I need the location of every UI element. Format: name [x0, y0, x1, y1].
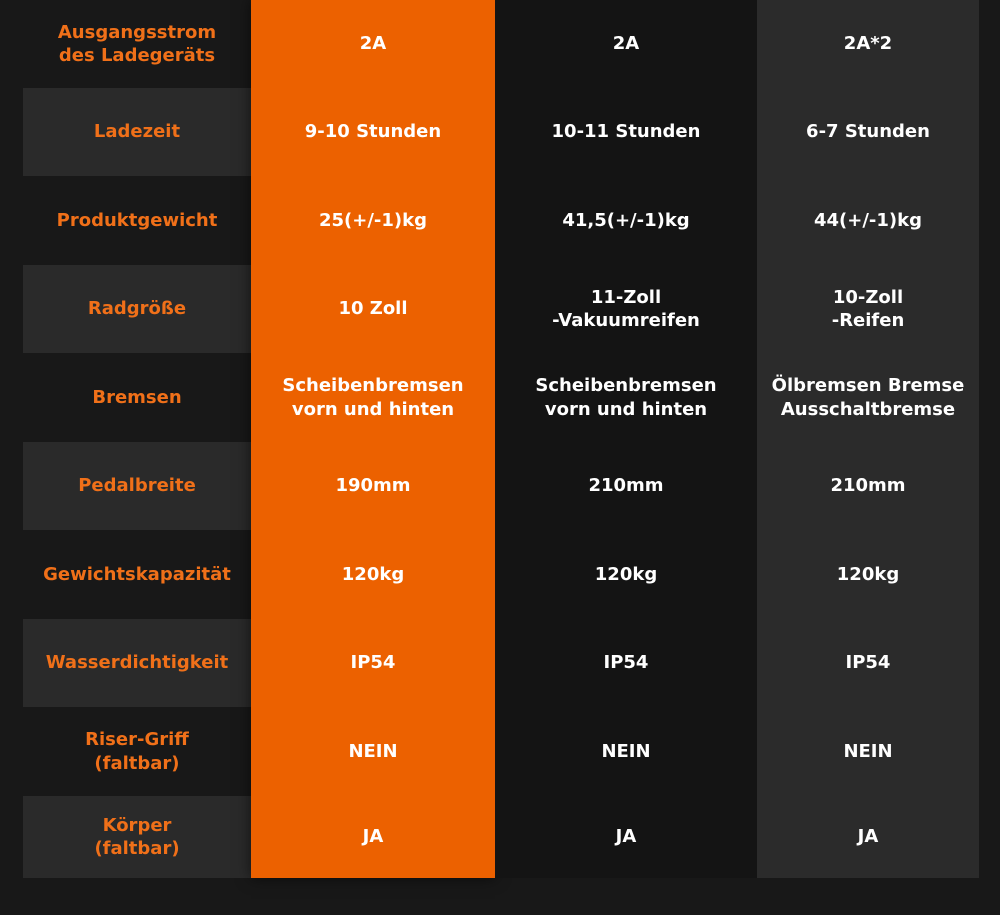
cell-value: 25(+/-1)kg [318, 209, 427, 231]
row-label-product-weight: Produktgewicht [56, 209, 218, 231]
cell-value: Scheibenbremsen vorn und hinten [282, 375, 464, 420]
cell-value: 11-Zoll -Vakuumreifen [552, 286, 700, 331]
row-label-pedal-width: Pedalbreite [78, 475, 196, 497]
cell-value: 6-7 Stunden [806, 121, 930, 143]
cell-value: 120kg [836, 563, 900, 585]
cell-value: NEIN [601, 740, 651, 762]
cell-value: Ölbremsen Bremse Ausschaltbremse [771, 375, 965, 420]
row-label-weight-capacity: Gewichtskapazität [43, 563, 231, 585]
cell-value: 210mm [830, 475, 906, 497]
cell-value: 41,5(+/-1)kg [562, 209, 690, 231]
cell-value: 10 Zoll [338, 298, 408, 320]
cell-value: 120kg [594, 563, 658, 585]
cell-value: IP54 [845, 652, 891, 674]
row-label-brakes: Bremsen [92, 386, 182, 408]
cell-value: JA [362, 826, 384, 848]
row-label-charger-output: Ausgangsstrom des Ladegeräts [57, 21, 217, 66]
cell-value: IP54 [350, 652, 396, 674]
cell-value: 2A*2 [843, 33, 893, 55]
cell-value: 190mm [335, 475, 411, 497]
cell-value: JA [857, 826, 879, 848]
cell-value: 210mm [588, 475, 664, 497]
cell-value: NEIN [348, 740, 398, 762]
row-label-riser-handle: Riser-Griff (faltbar) [85, 729, 189, 774]
cell-value: 2A [359, 33, 387, 55]
row-label-wheel-size: Radgröße [87, 298, 187, 320]
cell-value: 2A [612, 33, 640, 55]
cell-value: Scheibenbremsen vorn und hinten [535, 375, 717, 420]
cell-value: NEIN [843, 740, 893, 762]
cell-value: JA [615, 826, 637, 848]
cell-value: 10-Zoll -Reifen [831, 286, 905, 331]
row-label-body-foldable: Körper (faltbar) [94, 814, 180, 859]
cell-value: 9-10 Stunden [304, 121, 442, 143]
cell-value: 44(+/-1)kg [813, 209, 922, 231]
cell-value: 120kg [341, 563, 405, 585]
row-label-waterproofing: Wasserdichtigkeit [45, 652, 229, 674]
cell-value: 10-11 Stunden [551, 121, 701, 143]
row-label-charging-time: Ladezeit [93, 121, 181, 143]
cell-value: IP54 [603, 652, 649, 674]
